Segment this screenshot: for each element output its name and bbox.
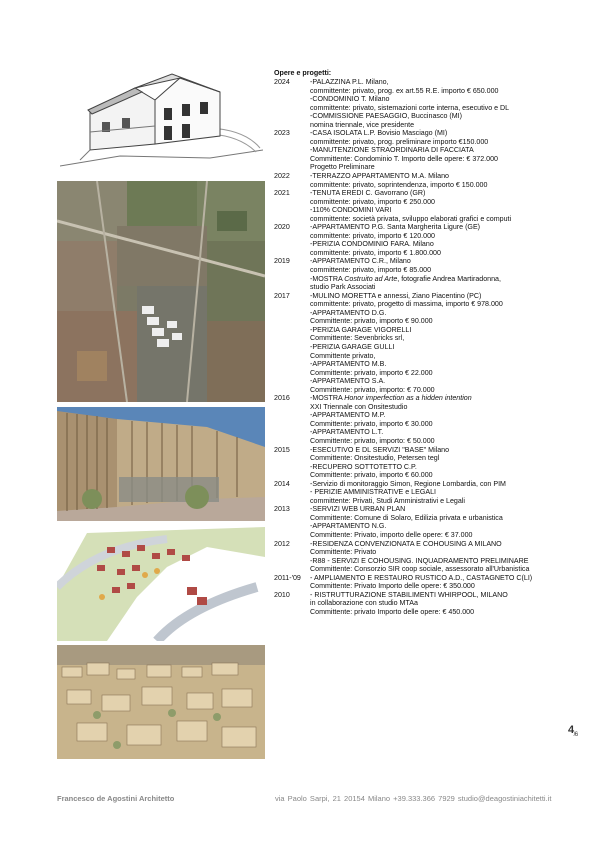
entry-year: 2022	[274, 172, 290, 181]
entry-year	[274, 582, 310, 591]
entry-year	[274, 522, 310, 531]
entry-text	[310, 352, 574, 361]
project-entry	[274, 317, 574, 326]
entry-text	[310, 540, 574, 549]
entry-text-main: committente: privato, soprintendenza, importo € 150.000	[310, 180, 488, 189]
project-entry	[274, 352, 574, 361]
entry-text-main: -PERIZIA GARAGE VIGORELLI	[310, 325, 412, 334]
entry-text-main: Committente privato,	[310, 351, 376, 360]
entry-text	[310, 198, 574, 207]
entry-text	[310, 87, 574, 96]
project-entry	[274, 497, 574, 506]
project-entry	[274, 488, 574, 497]
entry-text	[310, 95, 574, 104]
entry-text	[310, 249, 574, 258]
entry-year	[274, 497, 310, 506]
project-entry	[274, 463, 574, 472]
project-entry	[274, 223, 574, 232]
entry-text	[310, 240, 574, 249]
project-entry	[274, 215, 574, 224]
entry-text	[310, 428, 574, 437]
project-entry	[274, 514, 574, 523]
entry-year	[274, 411, 310, 420]
entry-text	[310, 163, 574, 172]
entry-year: 2023	[274, 129, 290, 138]
footer-contact: via Paolo Sarpi, 21 20154 Milano +39.333.366 7929 studio@deagostiniachitetti.it	[275, 794, 552, 803]
entry-text-main: -RECUPERO SOTTOTETTO C.P.	[310, 462, 417, 471]
entry-text-main: -110% CONDOMINI VARI	[310, 206, 392, 215]
entry-year	[274, 206, 310, 215]
entry-text-main: -PERIZIA CONDOMINIO FARA. Milano	[310, 240, 434, 249]
page-number	[568, 724, 578, 738]
entry-text	[310, 411, 574, 420]
entry-text-main: Committente: privato, importo € 30.000	[310, 419, 433, 428]
entry-text-main: -PALAZZINA P.L. Milano,	[310, 78, 389, 86]
entry-text	[310, 565, 574, 574]
entry-text	[310, 300, 574, 309]
entry-text-main: Committente: Consorzio SIR coop sociale, assessorato all'Urbanistica	[310, 565, 530, 574]
entry-text-main: Committente: privato, importo: € 50.000	[310, 436, 435, 445]
project-entry	[274, 309, 574, 318]
entry-year	[274, 386, 310, 395]
entry-text-main: -Servizio di monitoraggio Simon, Regione Lombardia, con PIM	[310, 479, 506, 488]
entry-text-after: , fotografie Andrea Martiradonna,	[397, 274, 501, 283]
entry-year	[274, 163, 310, 172]
entry-year: 2013	[274, 505, 290, 514]
entry-text-main: committente: privato, sistemazioni corte interna, esecutivo e DL	[310, 103, 510, 112]
entry-text-main: Committente: Privato, importo delle opere: € 37.000	[310, 530, 473, 539]
project-entry	[274, 574, 574, 583]
entry-text-main: - RISTRUTTURAZIONE STABILIMENTI WHIRPOOL, MILANO	[310, 590, 508, 599]
building-render-image	[57, 407, 265, 521]
entry-year	[274, 232, 310, 241]
entry-text-main: -APPARTAMENTO D.G.	[310, 308, 387, 317]
entry-text-main: - PERIZIE AMMINISTRATIVE e LEGALI	[310, 488, 437, 497]
project-entry	[274, 548, 574, 557]
aerial-city-photo	[57, 181, 265, 402]
entry-text-main: Committente: privato Importo delle opere: € 450.000	[310, 607, 475, 616]
project-entry	[274, 428, 574, 437]
entry-text-main: committente: privato, prog. ex art.55 R.E. importo € 650.000	[310, 86, 499, 95]
entry-text	[310, 334, 574, 343]
entry-text	[310, 591, 574, 600]
entry-year	[274, 343, 310, 352]
entry-year	[274, 377, 310, 386]
entry-year: 2014	[274, 479, 290, 488]
project-entry	[274, 608, 574, 617]
entry-text-main: -ESECUTIVO E DL SERVIZI "BASE" Milano	[310, 445, 450, 454]
project-entry	[274, 403, 574, 412]
entry-year	[274, 531, 310, 540]
entry-text	[310, 360, 574, 369]
entry-text-main: -SERVIZI WEB URBAN PLAN	[310, 505, 406, 514]
entry-year	[274, 112, 310, 121]
entry-text-main: -MOSTRA	[310, 394, 345, 403]
project-entry	[274, 138, 574, 147]
entry-text	[310, 480, 574, 489]
entry-text	[310, 608, 574, 617]
entry-text-main: -TERRAZZO APPARTAMENTO M.A. Milano	[310, 172, 450, 181]
entry-text	[310, 463, 574, 472]
project-rows	[274, 78, 574, 616]
entry-text	[310, 317, 574, 326]
project-entry	[274, 326, 574, 335]
entry-text-main: -CASA ISOLATA L.P. Bovisio Masciago (MI)	[310, 129, 448, 138]
page-number-main: 4	[568, 724, 574, 736]
entry-text	[310, 574, 574, 583]
entry-text	[310, 488, 574, 497]
entry-year: 2015	[274, 445, 290, 454]
entry-text-main: Progetto Preliminare	[310, 163, 375, 172]
entry-text	[310, 283, 574, 292]
entry-text-main: Committente: privato, importo: € 70.000	[310, 385, 435, 394]
entry-text-main: -APPARTAMENTO P.G. Santa Margherita Ligure (GE)	[310, 223, 481, 232]
entry-text-main: Committente: Condominio T. Importo delle opere: € 372.000	[310, 154, 498, 163]
entry-year	[274, 104, 310, 113]
entry-text-main: studio Park Associati	[310, 283, 376, 292]
project-entry	[274, 591, 574, 600]
project-entry	[274, 394, 574, 403]
entry-year	[274, 138, 310, 147]
entry-text	[310, 522, 574, 531]
entry-text-italic: Costruito ad Arte	[344, 274, 398, 283]
entry-year	[274, 87, 310, 96]
entry-text-main: -MANUTENZIONE STRAORDINARIA DI FACCIATA	[310, 146, 474, 155]
entry-text-main: -COMMISSIONE PAESAGGIO, Buccinasco (MI)	[310, 112, 463, 121]
entry-text	[310, 223, 574, 232]
entry-year	[274, 437, 310, 446]
project-entry	[274, 249, 574, 258]
entry-text	[310, 266, 574, 275]
entry-text	[310, 104, 574, 113]
project-entry	[274, 540, 574, 549]
entry-year: 2024	[274, 78, 290, 86]
entry-text	[310, 497, 574, 506]
project-entry	[274, 189, 574, 198]
entry-year	[274, 599, 310, 608]
entry-year	[274, 548, 310, 557]
entry-text	[310, 369, 574, 378]
entry-year: 2012	[274, 539, 290, 548]
entry-text	[310, 394, 574, 403]
entry-text	[310, 292, 574, 301]
project-entry	[274, 163, 574, 172]
entry-text	[310, 377, 574, 386]
project-entry	[274, 172, 574, 181]
entry-text	[310, 514, 574, 523]
project-entry	[274, 146, 574, 155]
entry-year	[274, 181, 310, 190]
entry-year	[274, 283, 310, 292]
entry-year: 2016	[274, 394, 290, 403]
project-entry	[274, 292, 574, 301]
entry-text	[310, 548, 574, 557]
project-entry	[274, 480, 574, 489]
entry-text-main: in collaborazione con studio MTAa	[310, 599, 418, 608]
urban-model-photo	[57, 645, 265, 759]
project-entry	[274, 454, 574, 463]
project-entry	[274, 599, 574, 608]
entry-text-main: -TENUTA EREDI C. Gavorrano (GR)	[310, 189, 426, 198]
entry-year	[274, 198, 310, 207]
entry-year	[274, 266, 310, 275]
entry-text-main: -CONDOMINIO T. Milano	[310, 95, 390, 104]
entry-text-main: committente: privato, importo € 85.000	[310, 266, 432, 275]
entry-text-main: -RESIDENZA CONVENZIONATA E COHOUSING A MILANO	[310, 539, 502, 548]
project-entry	[274, 377, 574, 386]
entry-text	[310, 232, 574, 241]
entry-text-main: -APPARTAMENTO S.A.	[310, 377, 386, 386]
entry-text	[310, 206, 574, 215]
entry-year	[274, 317, 310, 326]
project-entry	[274, 565, 574, 574]
entry-text-main: -MULINO MORETTA e annessi, Ziano Piacentino (PC)	[310, 291, 482, 300]
project-entry	[274, 155, 574, 164]
page-number-total: /6	[573, 732, 578, 739]
entry-year	[274, 334, 310, 343]
entry-text	[310, 403, 574, 412]
entry-text-main: committente: privato, importo € 120.000	[310, 231, 435, 240]
entry-text-main: -APPARTAMENTO M.B.	[310, 360, 387, 369]
project-entry	[274, 471, 574, 480]
entry-year	[274, 471, 310, 480]
entry-text-main: Committente: Privato	[310, 548, 377, 557]
project-entry	[274, 505, 574, 514]
entry-text-main: -APPARTAMENTO M.P.	[310, 411, 386, 420]
project-entry	[274, 557, 574, 566]
entry-year	[274, 352, 310, 361]
entry-year	[274, 463, 310, 472]
entry-text-main: Committente: privato, importo € 90.000	[310, 317, 433, 326]
entry-text	[310, 420, 574, 429]
project-entry	[274, 582, 574, 591]
entry-text-main: -APPARTAMENTO L.T.	[310, 428, 384, 437]
project-entry	[274, 531, 574, 540]
entry-year	[274, 121, 310, 130]
entry-text	[310, 309, 574, 318]
project-entry	[274, 257, 574, 266]
entry-year: 2019	[274, 257, 290, 266]
entry-text	[310, 112, 574, 121]
project-entry	[274, 369, 574, 378]
entry-year	[274, 326, 310, 335]
entry-text-main: Committente: privato, importo € 60.000	[310, 471, 433, 480]
entry-text	[310, 155, 574, 164]
entry-year	[274, 215, 310, 224]
entry-text	[310, 557, 574, 566]
projects-list	[274, 69, 574, 616]
entry-text-main: XXI Triennale con Onsitestudio	[310, 402, 408, 411]
entry-text	[310, 189, 574, 198]
entry-text-main: committente: società privata, sviluppo elaborati grafici e computi	[310, 214, 512, 223]
entry-text-main: committente: privato, prog. preliminare importo €150.000	[310, 137, 489, 146]
entry-year	[274, 403, 310, 412]
entry-year: 2010	[274, 590, 290, 599]
project-entry	[274, 437, 574, 446]
entry-text-main: committente: privato, importo € 1.800.000	[310, 248, 441, 257]
project-entry	[274, 240, 574, 249]
entry-year	[274, 514, 310, 523]
entry-year	[274, 557, 310, 566]
project-entry	[274, 87, 574, 96]
entry-text-main: Committente: Sevenbricks srl,	[310, 334, 405, 343]
entry-text	[310, 275, 574, 284]
project-entry	[274, 522, 574, 531]
site-plan-image	[57, 527, 265, 641]
entry-year	[274, 454, 310, 463]
project-entry	[274, 446, 574, 455]
entry-year	[274, 155, 310, 164]
entry-text	[310, 343, 574, 352]
entry-text	[310, 78, 574, 87]
project-entry	[274, 198, 574, 207]
entry-text-main: Committente: privato, importo € 22.000	[310, 368, 433, 377]
entry-year	[274, 95, 310, 104]
entry-text	[310, 215, 574, 224]
entry-year: 2017	[274, 291, 290, 300]
entry-text-italic: Honor imperfection as a hidden intention	[344, 394, 472, 403]
entry-year	[274, 565, 310, 574]
project-entry	[274, 411, 574, 420]
entry-text-main: nomina triennale, vice presidente	[310, 120, 415, 129]
entry-text-main: committente: privato, importo € 250.000	[310, 197, 435, 206]
entry-text-main: Committente: Privato Importo delle opere: € 350.000	[310, 582, 475, 591]
project-entry	[274, 275, 574, 284]
project-entry	[274, 129, 574, 138]
entry-text-main: Committente: Onsitestudio, Petersen tegl	[310, 454, 440, 463]
entry-text-main: -PERIZIA GARAGE GULLI	[310, 342, 395, 351]
entry-text	[310, 121, 574, 130]
project-entry	[274, 360, 574, 369]
entry-year	[274, 488, 310, 497]
entry-year: 2020	[274, 223, 290, 232]
project-entry	[274, 181, 574, 190]
entry-text	[310, 146, 574, 155]
entry-text-main: -R88 - SERVIZI E COHOUSING. INQUADRAMENTO PRELIMINARE	[310, 556, 529, 565]
project-entry	[274, 232, 574, 241]
entry-text-main: -APPARTAMENTO N.G.	[310, 522, 387, 531]
entry-text	[310, 129, 574, 138]
project-entry	[274, 343, 574, 352]
entry-year	[274, 249, 310, 258]
entry-text	[310, 599, 574, 608]
entry-text-main: - AMPLIAMENTO E RESTAURO RUSTICO A.D., CASTAGNETO C(LI)	[310, 573, 533, 582]
entry-text	[310, 257, 574, 266]
entry-text	[310, 531, 574, 540]
entry-year	[274, 275, 310, 284]
entry-year	[274, 420, 310, 429]
project-entry	[274, 300, 574, 309]
entry-text	[310, 446, 574, 455]
entry-text	[310, 326, 574, 335]
project-entry	[274, 334, 574, 343]
entry-text	[310, 138, 574, 147]
entry-text-main: -MOSTRA	[310, 274, 345, 283]
project-entry	[274, 283, 574, 292]
entry-year	[274, 309, 310, 318]
project-entry	[274, 78, 574, 87]
entry-text-main: committente: privato, progetto di massima, importo € 978.000	[310, 300, 503, 309]
entry-text	[310, 582, 574, 591]
entry-text-main: committente: Privati, Studi Amministrativi e Legali	[310, 496, 465, 505]
entry-text	[310, 437, 574, 446]
entry-text	[310, 172, 574, 181]
entry-year	[274, 146, 310, 155]
entry-year	[274, 300, 310, 309]
entry-text	[310, 454, 574, 463]
entry-text-main: -APPARTAMENTO C.R., Milano	[310, 257, 411, 266]
entry-year	[274, 240, 310, 249]
projects-heading: Opere e progetti:	[274, 69, 332, 77]
entry-year	[274, 360, 310, 369]
entry-year	[274, 428, 310, 437]
entry-year	[274, 369, 310, 378]
house-sketch-image	[60, 70, 263, 176]
project-entry	[274, 206, 574, 215]
project-entry	[274, 95, 574, 104]
entry-text-main: Committente: Comune di Solaro, Edilizia privata e urbanistica	[310, 513, 503, 522]
project-entry	[274, 266, 574, 275]
entry-text	[310, 505, 574, 514]
entry-text	[310, 471, 574, 480]
entry-text	[310, 181, 574, 190]
entry-text	[310, 386, 574, 395]
project-entry	[274, 420, 574, 429]
project-entry	[274, 386, 574, 395]
project-entry	[274, 121, 574, 130]
footer-author: Francesco de Agostini Architetto	[57, 794, 175, 803]
entry-year: 2011-'09	[274, 573, 301, 582]
project-entry	[274, 112, 574, 121]
entry-year	[274, 608, 310, 617]
entry-year: 2021	[274, 189, 290, 198]
project-entry	[274, 104, 574, 113]
